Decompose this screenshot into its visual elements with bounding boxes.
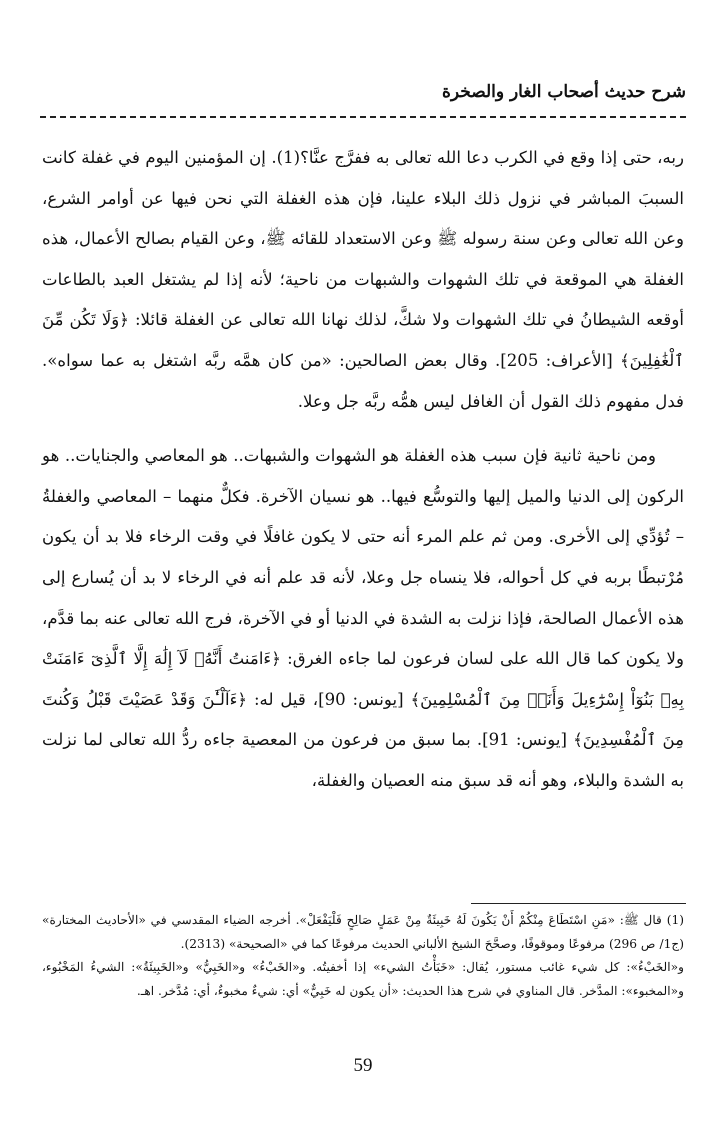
footnote-divider xyxy=(471,903,686,904)
footnote: و«الخَبْءُ»: كل شيء غائب مستور، يُقال: «خَبَأْتُ الشيء» إذا أخفيتُه. و«الخَبْءُ» و«الخَبِيُّ» و«الخَبِيئَةُ»: الشيءُ المَخْبُوء، و«المخبوء»: المدَّخر. قال المناوي في شرح هذا الحديث: «أن يكون له خَبِيٌّ» أي: شيءٌ مخبوءٌ، أي: مُدَّخر. اهـ. xyxy=(42,960,684,998)
paragraph: ربه، حتى إذا وقع في الكرب دعا الله تعالى به ففرَّج عنَّا؟(1). إن المؤمنين اليوم في غفلة كانت السببَ المباشر في نزول ذلك البلاء علينا، فإن هذه الغفلة التي نحن فيها عن أوامر الشرع، وعن الله تعالى وعن سنة رسوله ﷺ وعن الاستعداد للقائه ﷺ، وعن القيام بصالح الأعمال، هذه الغفلة هي الموقعة في تلك الشهوات والشبهات من ناحية؛ لأنه إذا لم يشتغل العبد بالطاعات أوقعه الشيطانُ في تلك الشهوات ولا شكَّ، لذلك نهانا الله تعالى عن الغفلة قائلا: ﴿وَلَا تَكُن مِّنَ ٱلْغَٰفِلِينَ﴾ [الأعراف: 205]. وقال بعض الصالحين: «من كان همَّه ربَّه اشتغل به عما سواه». فدل مفهوم ذلك القول أن الغافل ليس همُّه ربَّه جل وعلا. xyxy=(42,148,685,411)
header-divider xyxy=(40,116,686,118)
paragraph: ومن ناحية ثانية فإن سبب هذه الغفلة هو الشهوات والشبهات.. هو المعاصي والجنايات.. هو الركون إلى الدنيا والميل إليها والتوسُّع فيها.. هو نسيان الآخرة. فكلٌّ منهما – المعاصي والغفلةُ – تُؤدِّي إلى الأخرى. ومن ثم علم المرء أنه حتى لا يكون غافلًا في وقت الرخاء فلا بد أن يكون مُرْتبطًا بربه في كل أحواله، فلا ينساه جل وعلا، لأنه قد علم أنه في الرخاء لا بد أن يُسارع إلى هذه الأعمال الصالحة، فإذا نزلت به الشدة في الدنيا أو في الآخرة، فرج الله تعالى عنه بما قدَّم، ولا يكون كما قال الله على لسان فرعون لما جاءه الغرق: ﴿ءَامَنتُ أَنَّهُۥ لَآ إِلَٰهَ إِلَّا ٱلَّذِىٓ ءَامَنَتْ بِهِۦ بَنُوٓاْ إِسْرَٰٓءِيلَ وَأَنَا۠ مِنَ ٱلْمُسْلِمِينَ﴾ [يونس: 90]، قيل له: ﴿ءَآلْـَٰٔنَ وَقَدْ عَصَيْتَ قَبْلُ وَكُنتَ مِنَ ٱلْمُفْسِدِينَ﴾ [يونس: 91]. بما سبق من فرعون من المعصية جاءه ردُّ الله تعالى لما نزلت به الشدة والبلاء، وهو أنه قد سبق منه العصيان والغفلة، xyxy=(42,446,684,790)
footnotes xyxy=(42,909,684,1003)
running-header: شرح حديث أصحاب الغار والصخرة xyxy=(441,82,686,102)
main-text xyxy=(42,138,684,802)
page-number: 59 xyxy=(353,1055,373,1076)
footnote: (1) قال ﷺ: «مَنِ اسْتَطَاعَ مِنْكُمْ أَنْ يَكُونَ لَهُ خَبِيئَةٌ مِنْ عَمَلٍ صَالِحٍ فَلْيَفْعَلْ». أخرجه الضياء المقدسي في «الأحاديث المختارة» (ج1/ ص 296) مرفوعًا وموقوفًا، وصحَّحَ الشيخ الألباني الحديث مرفوعًا كما في «الصحيحة» (2313). xyxy=(42,913,684,951)
